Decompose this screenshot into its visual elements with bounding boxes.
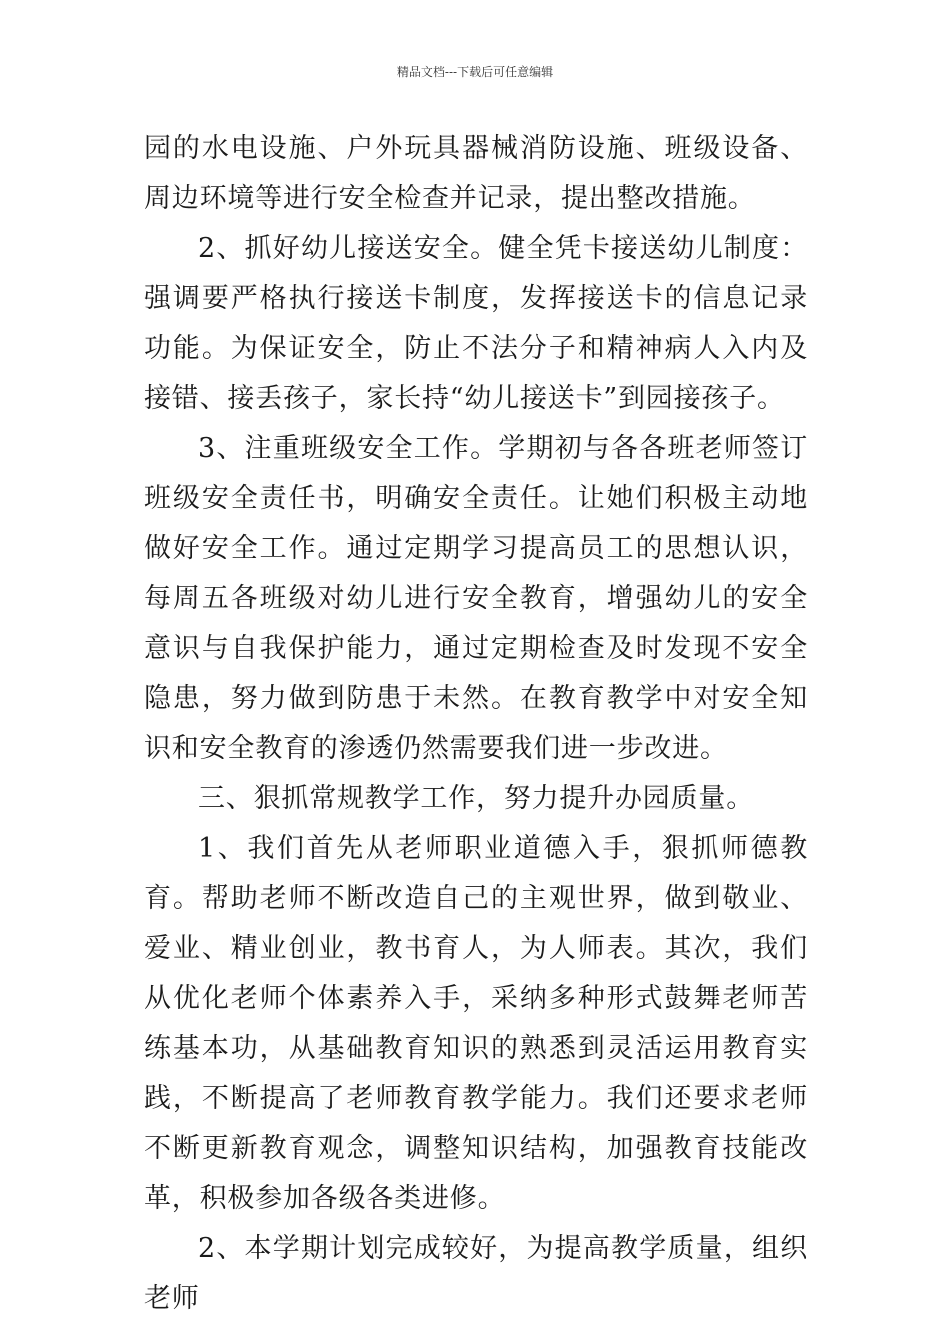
page-header: 精品文档---下载后可任意编辑 xyxy=(396,65,554,79)
document-body xyxy=(144,124,808,1324)
section-heading-teaching: 三、狠抓常规教学工作，努力提升办园质量。 xyxy=(198,783,754,814)
paragraph-facility-check: 园的水电设施、户外玩具器械消防设施、班级设备、周边环境等进行安全检查并记录，提出整改措施。 xyxy=(144,133,808,214)
paragraph-teacher-ethics: 1、我们首先从老师职业道德入手，狠抓师德教育。帮助老师不断改造自己的主观世界，做到敬业、爱业、精业创业，教书育人，为人师表。其次，我们从优化老师个体素养入手，采纳多种形式鼓舞老师苦练基本功，从基础教育知识的熟悉到灵活运用教育实践，不断提高了老师教育教学能力。我们还要求老师不断更新教育观念，调整知识结构，加强教育技能改革，积极参加各级各类进修。 xyxy=(144,833,808,1214)
paragraph-class-safety: 3、注重班级安全工作。学期初与各各班老师签订班级安全责任书，明确安全责任。让她们积极主动地做好安全工作。通过定期学习提高员工的思想认识，每周五各班级对幼儿进行安全教育，增强幼儿的安全意识与自我保护能力，通过定期检查及时发现不安全隐患，努力做到防患于未然。在教育教学中对安全知识和安全教育的渗透仍然需要我们进一步改进。 xyxy=(144,433,808,764)
paragraph-pickup-safety: 2、抓好幼儿接送安全。健全凭卡接送幼儿制度：强调要严格执行接送卡制度，发挥接送卡的信息记录功能。为保证安全，防止不法分子和精神病人入内及接错、接丢孩子，家长持“幼儿接送卡”到园接孩子。 xyxy=(144,233,808,414)
paragraph-semester-plan: 2、本学期计划完成较好，为提高教学质量，组织老师 xyxy=(144,1233,808,1314)
